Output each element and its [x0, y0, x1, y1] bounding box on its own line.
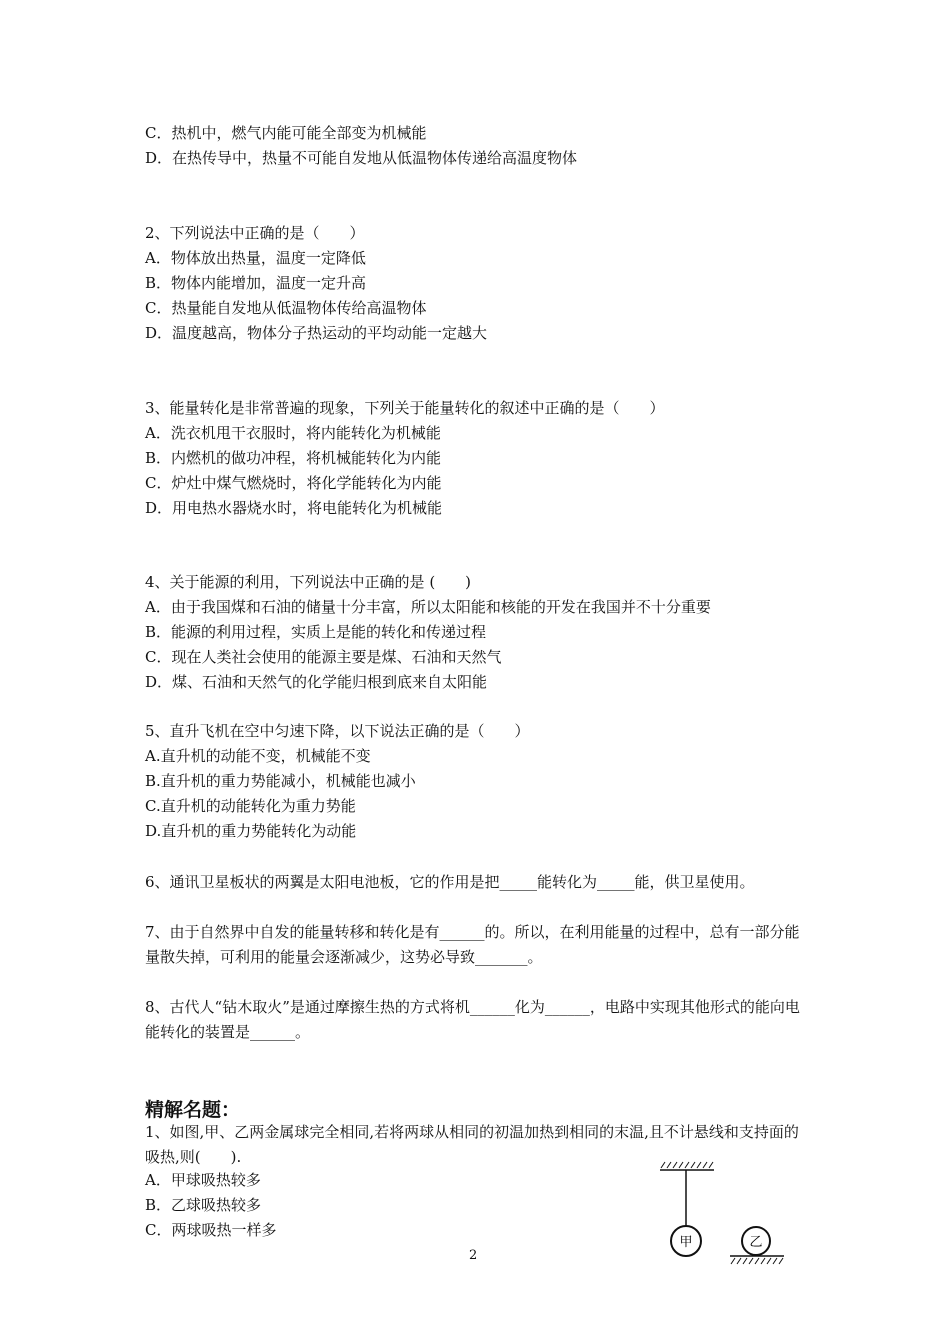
- ball-yi: [742, 1227, 770, 1255]
- ball-jia-label: 甲: [679, 1235, 693, 1250]
- q4-option-b: B．能源的利用过程，实质上是能的转化和传递过程: [145, 623, 487, 641]
- q5-option-b: B.直升机的重力势能减小，机械能也减小: [145, 772, 416, 790]
- q3-option-b: B．内燃机的做功冲程，将机械能转化为内能: [145, 449, 442, 467]
- q3-option-d: D．用电热水器烧水时，将电能转化为机械能: [145, 499, 443, 517]
- ball-jia: [671, 1226, 701, 1256]
- q5-option-c: C.直升机的动能转化为重力势能: [145, 797, 356, 815]
- q2-option-a: A．物体放出热量，温度一定降低: [145, 249, 366, 267]
- q2-option-b: B．物体内能增加，温度一定升高: [145, 274, 367, 292]
- q3-stem: 3、能量转化是非常普遍的现象，下列关于能量转化的叙述中正确的是（ ）: [145, 399, 665, 417]
- q1-option-d: D．在热传导中，热量不可能自发地从低温物体传递给高温度物体: [145, 149, 578, 167]
- ground-support: [730, 1256, 784, 1264]
- example-1-option-c: C．两球吸热一样多: [145, 1221, 277, 1239]
- ball-yi-label: 乙: [749, 1235, 763, 1250]
- ceiling-support: [660, 1162, 714, 1170]
- section-title: 精解名题：: [145, 1099, 241, 1121]
- q2-option-d: D．温度越高，物体分子热运动的平均动能一定越大: [145, 324, 488, 342]
- q3-option-c: C．炉灶中煤气燃烧时，将化学能转化为内能: [145, 474, 442, 492]
- q5-option-a: A.直升机的动能不变，机械能不变: [145, 747, 371, 765]
- q3-option-a: A．洗衣机甩干衣服时，将内能转化为机械能: [145, 424, 441, 442]
- q4-option-a: A．由于我国煤和石油的储量十分丰富，所以太阳能和核能的开发在我国并不十分重要: [145, 598, 711, 616]
- q4-stem: 4、关于能源的利用，下列说法中正确的是 ( ): [145, 573, 472, 591]
- q6-text: 6、通讯卫星板状的两翼是太阳电池板，它的作用是把_____能转化为_____能，供卫星使用。: [145, 873, 755, 891]
- example-1-stem: 1、如图,甲、乙两金属球完全相同,若将两球从相同的初温加热到相同的末温,且不计悬线和支持面的吸热,则( ).: [145, 1123, 799, 1166]
- q1-option-c: C．热机中，燃气内能可能全部变为机械能: [145, 124, 427, 142]
- q4-option-d: D．煤、石油和天然气的化学能归根到底来自太阳能: [145, 673, 488, 691]
- example-1-option-b: B．乙球吸热较多: [145, 1196, 262, 1214]
- two-balls-figure: [650, 1155, 790, 1275]
- page-number: 2: [469, 1248, 478, 1263]
- example-1-option-a: A．甲球吸热较多: [145, 1171, 261, 1189]
- q2-option-c: C．热量能自发地从低温物体传给高温物体: [145, 299, 427, 317]
- q2-stem: 2、下列说法中正确的是（ ）: [145, 224, 365, 242]
- q7-text: 7、由于自然界中自发的能量转移和转化是有______的。所以，在利用能量的过程中，总有一部分能量散失掉，可利用的能量会逐渐减少，这势必导致_______。: [145, 923, 800, 966]
- q5-stem: 5、直升飞机在空中匀速下降，以下说法正确的是（ ）: [145, 722, 530, 740]
- q5-option-d: D.直升机的重力势能转化为动能: [145, 822, 357, 840]
- q8-text: 8、古代人“钻木取火”是通过摩擦生热的方式将机______化为______，电路中实现其他形式的能向电能转化的装置是______。: [145, 998, 800, 1041]
- q4-option-c: C．现在人类社会使用的能源主要是煤、石油和天然气: [145, 648, 502, 666]
